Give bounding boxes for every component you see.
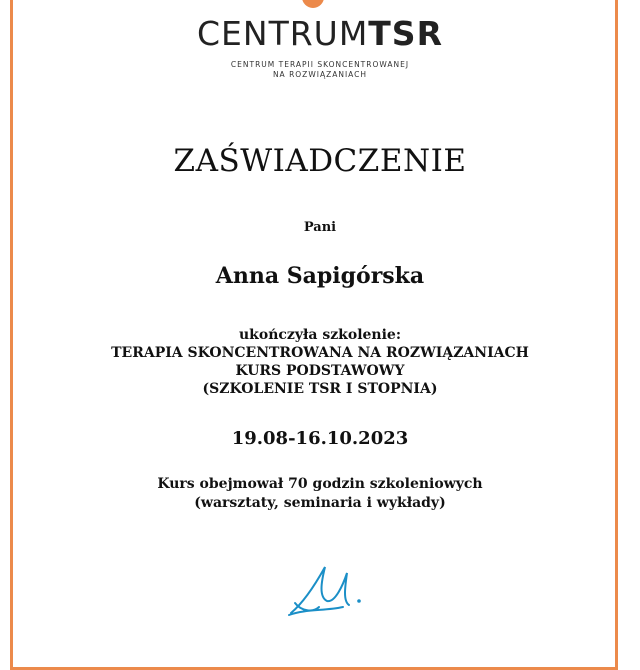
course-format: (warsztaty, seminaria i wykłady) (194, 495, 446, 511)
course-hours: Kurs obejmował 70 godzin szkoleniowych (157, 476, 483, 492)
brand-logo (0, 14, 640, 54)
course-name: TERAPIA SKONCENTROWANA NA ROZWIĄZANIACH (111, 345, 529, 361)
course-degree: (SZKOLENIE TSR I STOPNIA) (202, 381, 438, 397)
brand-name-bold: TSR (368, 14, 443, 53)
course-dates: 19.08-16.10.2023 (231, 428, 409, 449)
signature-icon (285, 555, 375, 620)
brand-subtitle-line2: NA ROZWIĄZANIACH (272, 70, 368, 79)
recipient-name: Anna Sapigórska (215, 263, 425, 289)
salutation: Pani (303, 220, 337, 235)
completed-text: ukończyła szkolenie: (238, 327, 401, 343)
course-level: KURS PODSTAWOWY (235, 363, 405, 379)
certificate-title: ZAŚWIADCZENIE (173, 143, 467, 179)
brand-subtitle-line1: CENTRUM TERAPII SKONCENTROWANEJ (230, 60, 410, 69)
brand-name-light: CENTRUM (197, 14, 369, 53)
